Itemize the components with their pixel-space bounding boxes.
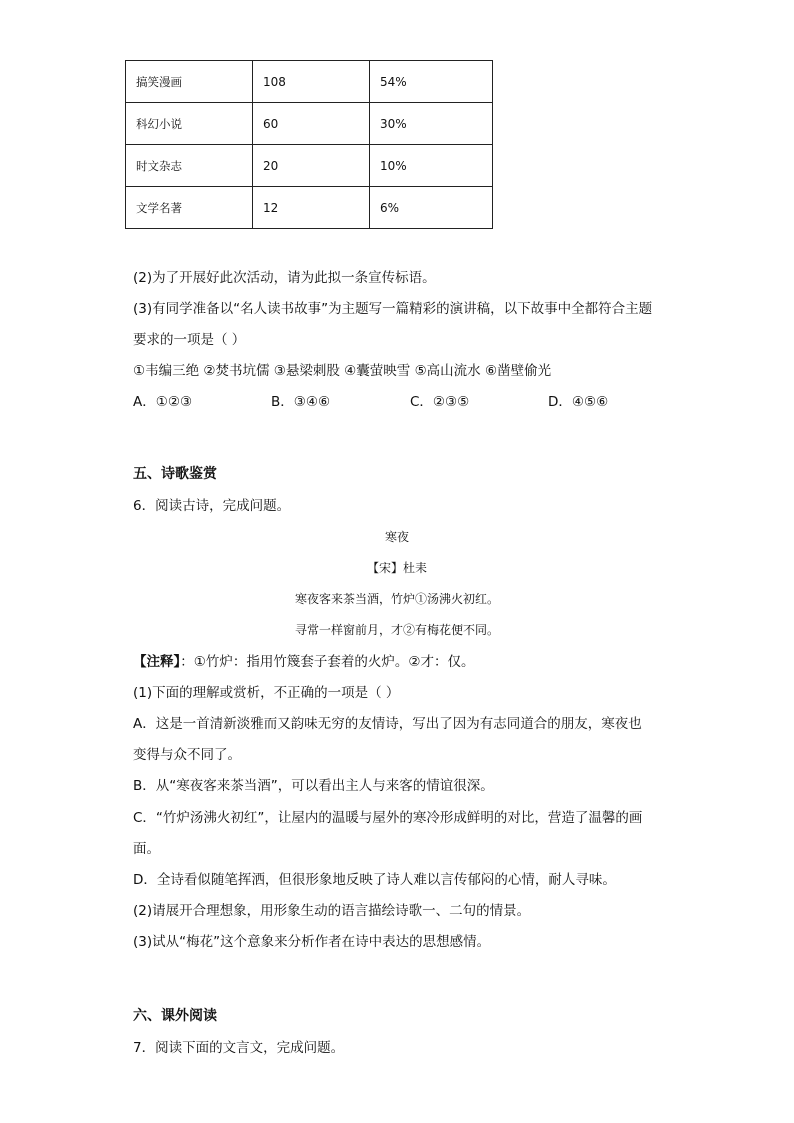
count-cell: 60 — [253, 103, 370, 145]
question-6-1-option-a-line-2: 变得与众不同了。 — [133, 747, 241, 763]
question-6-1-option-c-line-2: 面。 — [133, 841, 160, 857]
percent-cell: 30% — [370, 103, 493, 145]
question-6-1-option-b: B．从“寒夜客来茶当酒”，可以看出主人与来客的情谊很深。 — [133, 778, 494, 794]
count-cell: 108 — [253, 61, 370, 103]
count-cell: 12 — [253, 187, 370, 229]
table-row — [126, 145, 493, 187]
table-row — [126, 103, 493, 145]
category-cell: 时文杂志 — [126, 145, 253, 187]
reading-preference-table — [125, 60, 493, 229]
note-label: 【注释】 — [133, 654, 181, 670]
section-5-title: 五、诗歌鉴赏 — [133, 466, 217, 482]
percent-cell: 10% — [370, 145, 493, 187]
poem-line-2: 寻常一样窗前月，才②有梅花便不同。 — [294, 623, 499, 637]
category-cell: 搞笑漫画 — [126, 61, 253, 103]
count-cell: 20 — [253, 145, 370, 187]
option-c: C．②③⑤ — [410, 394, 470, 410]
option-a: A．①②③ — [133, 394, 193, 410]
question-3-line-1: (3)有同学准备以“名人读书故事”为主题写一篇精彩的演讲稿，以下故事中全都符合主题 — [133, 301, 653, 317]
poem-line-1: 寒夜客来茶当酒，竹炉①汤沸火初红。 — [294, 592, 499, 606]
poem-title: 寒夜 — [384, 530, 409, 544]
note-text: ：①竹炉：指用竹篾套子套着的火炉。②才：仅。 — [180, 654, 475, 670]
question-3-line-2: 要求的一项是（ ） — [133, 332, 246, 348]
option-d: D．④⑤⑥ — [548, 394, 609, 410]
category-cell: 文学名著 — [126, 187, 253, 229]
question-6-1-option-a-line-1: A．这是一首清新淡雅而又韵味无穷的友情诗，写出了因为有志同道合的朋友，寒夜也 — [133, 716, 642, 732]
percent-cell: 6% — [370, 187, 493, 229]
question-7-intro: 7．阅读下面的文言文，完成问题。 — [133, 1040, 345, 1056]
question-2: (2)为了开展好此次活动，请为此拟一条宣传标语。 — [133, 270, 436, 286]
percent-cell: 54% — [370, 61, 493, 103]
question-3-items: ①韦编三绝 ②焚书坑儒 ③悬梁刺股 ④囊萤映雪 ⑤高山流水 ⑥凿壁偷光 — [133, 363, 552, 379]
option-b: B．③④⑥ — [271, 394, 331, 410]
section-6-title: 六、课外阅读 — [133, 1008, 217, 1024]
question-6-1: (1)下面的理解或赏析，不正确的一项是（ ） — [133, 685, 400, 701]
table-row — [126, 187, 493, 229]
question-6-3: (3)试从“梅花”这个意象来分析作者在诗中表达的思想感情。 — [133, 934, 491, 950]
question-6-2: (2)请展开合理想象，用形象生动的语言描绘诗歌一、二句的情景。 — [133, 903, 531, 919]
category-cell: 科幻小说 — [126, 103, 253, 145]
poem-note — [133, 652, 474, 672]
question-6-1-option-d: D．全诗看似随笔挥洒，但很形象地反映了诗人难以言传郁闷的心情，耐人寻味。 — [133, 872, 616, 888]
poem-author: 【宋】杜耒 — [366, 561, 427, 575]
table-row — [126, 61, 493, 103]
question-6-intro: 6．阅读古诗，完成问题。 — [133, 498, 291, 514]
question-6-1-option-c-line-1: C．“竹炉汤沸火初红”，让屋内的温暖与屋外的寒冷形成鲜明的对比，营造了温馨的画 — [133, 810, 643, 826]
